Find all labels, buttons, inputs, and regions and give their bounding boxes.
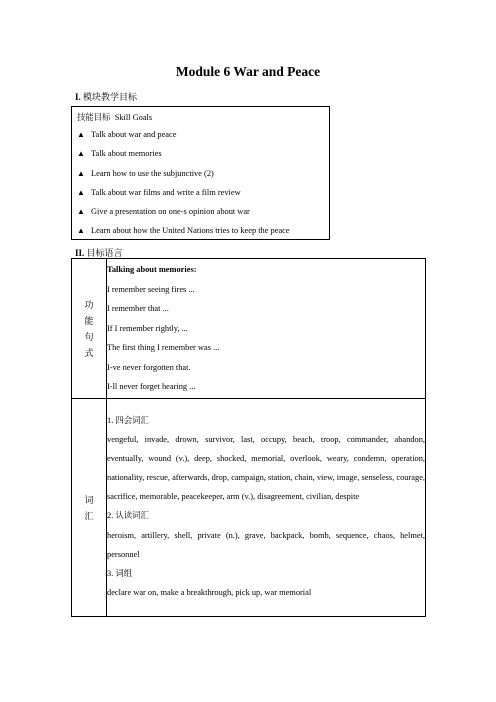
section-label: 模块教学目标 <box>83 92 138 102</box>
skill-goal-item: ▲ Talk about memories <box>77 149 162 158</box>
functions-content <box>107 259 426 399</box>
vocab-heading-2: 2. 认读词汇 <box>107 511 149 520</box>
skill-goals-box <box>71 106 330 240</box>
vocab-heading-1: 1. 四会词汇 <box>107 415 149 425</box>
triangle-bullet-icon: ▲ <box>77 226 85 235</box>
function-line: If I remember rightly, ... <box>107 323 188 333</box>
section-heading-1 <box>75 90 137 103</box>
table-row-vocabulary <box>72 399 426 617</box>
vocab-list-2: heroism, artillery, shell, private (n.), grave, backpack, bomb, sequence, chaos, helmet, personnel <box>107 530 425 559</box>
vocabulary-content <box>107 399 426 617</box>
target-language-table <box>71 258 426 617</box>
triangle-bullet-icon: ▲ <box>77 188 85 197</box>
functions-label: 功 能 句 式 <box>72 259 107 399</box>
vocab-list-3: declare war on, make a breakthrough, pick up, war memorial <box>107 588 312 597</box>
triangle-bullet-icon: ▲ <box>77 207 85 216</box>
function-line: I-ve never forgotten that. <box>107 362 191 372</box>
vocab-list-1: vengeful, invade, drown, survivor, last, occupy, beach, troop, commander, abandon, eventually, wound (v.), deep, shocked, memorial, overlook, weary, condemn, operation, nationality, rescue, afterwards, drop, campaign, station, chain, view, image, senseless, courage, sacrifice, memorable, peacekeeper, arm (v.), disagreement, civilian, despite <box>107 435 425 501</box>
section-label: 目标语言 <box>86 248 123 258</box>
function-line: I-ll never forget hearing ... <box>107 382 196 392</box>
function-line: I remember seeing fires ... <box>107 284 195 294</box>
skill-goal-item: ▲ Talk about war and peace <box>77 130 177 139</box>
vocab-heading-3: 3. 词组 <box>107 568 133 578</box>
triangle-bullet-icon: ▲ <box>77 169 85 178</box>
triangle-bullet-icon: ▲ <box>77 130 85 139</box>
vocabulary-label: 词 汇 <box>72 399 107 617</box>
section-number: I. <box>75 92 81 102</box>
section-number: II. <box>75 248 85 258</box>
table-row-functions <box>72 259 426 399</box>
function-line: The first thing I remember was ... <box>107 343 220 353</box>
skill-goal-item: ▲ Learn how to use the subjunctive (2) <box>77 169 214 178</box>
skill-goals-header: 技能目标 Skill Goals <box>77 113 153 122</box>
triangle-bullet-icon: ▲ <box>77 149 85 158</box>
skill-goal-item: ▲ Talk about war films and write a film review <box>77 188 241 197</box>
functions-heading: Talking about memories: <box>107 265 197 275</box>
skill-goal-item: ▲ Learn about how the United Nations tries to keep the peace <box>77 226 290 235</box>
skill-goal-item: ▲ Give a presentation on one-s opinion about war <box>77 207 250 216</box>
page-title: Module 6 War and Peace <box>175 64 321 79</box>
function-line: I remember that ... <box>107 304 169 314</box>
